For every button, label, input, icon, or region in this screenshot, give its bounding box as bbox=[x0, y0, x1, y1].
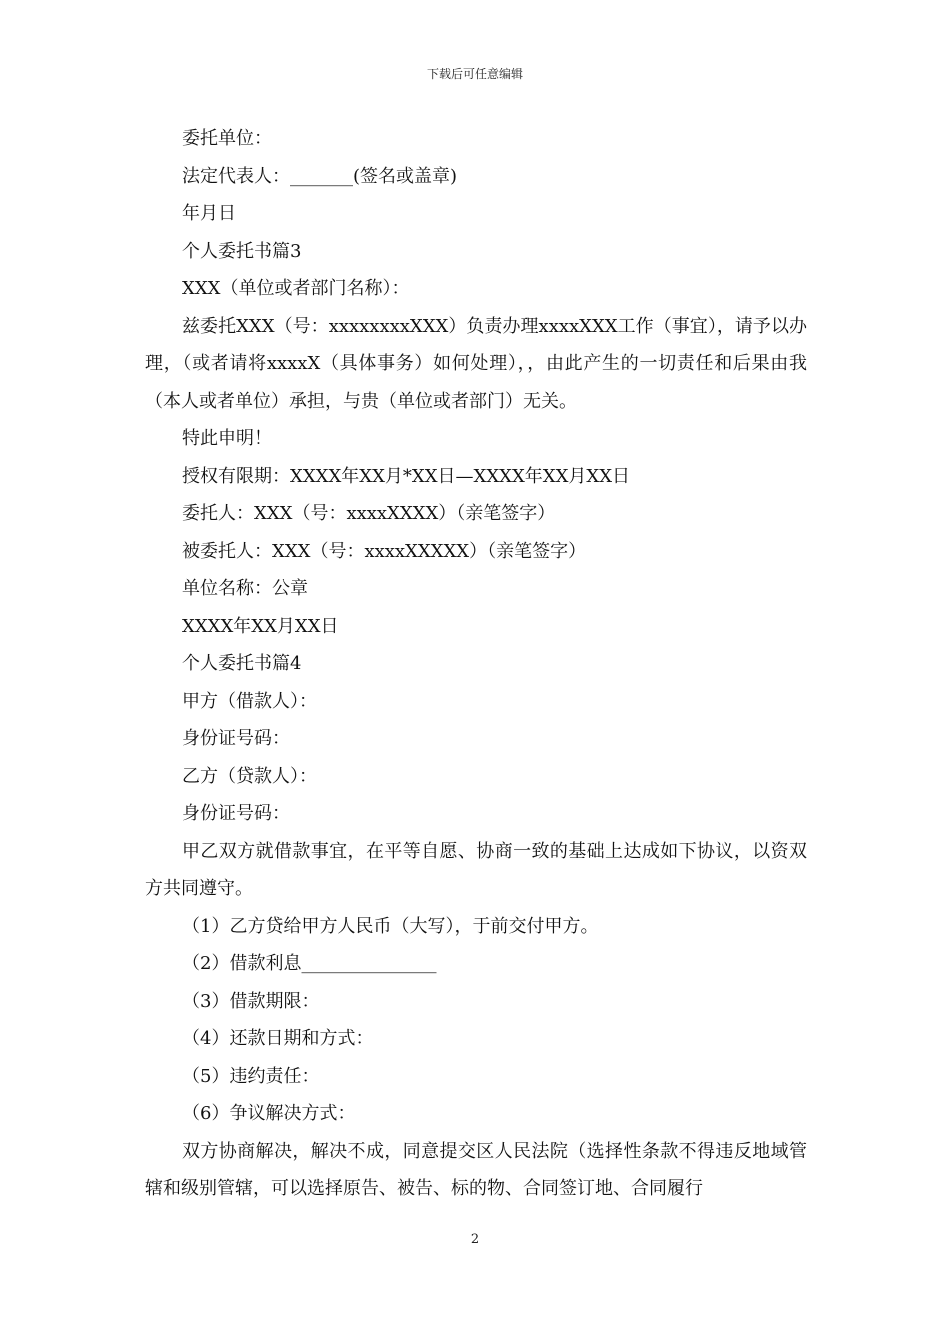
document-body bbox=[145, 120, 807, 1208]
section-title-4: 个人委托书篇4 bbox=[182, 653, 302, 674]
paragraph-dispute-resolution: 双方协商解决，解决不成，同意提交区人民法院（选择性条款不得违反地域管辖和级别管辖，可以选择原告、被告、标的物、合同签订地、合同履行 bbox=[145, 1140, 807, 1199]
page-header: 下载后可任意编辑 bbox=[426, 67, 523, 81]
text-line-authorization-period: 授权有限期：XXXX年XX月*XX日—XXXX年XX月XX日 bbox=[182, 465, 631, 487]
paragraph-entrustment: 兹委托XXX（号：xxxxxxxxXXX）负责办理xxxxXXX工作（事宜），请予以办理，（或者请将xxxxX（具体事务）如何处理），，由此产生的一切责任和后果由我（本人或者单位）承担，与贵（单位或者部门）无关。 bbox=[145, 315, 807, 412]
list-item-repayment: （4）还款日期和方式： bbox=[182, 1028, 374, 1049]
page-number: 2 bbox=[470, 1232, 480, 1247]
text-line-party-a: 甲方（借款人）： bbox=[182, 690, 317, 712]
list-item-interest: （2）借款利息_______________ bbox=[182, 953, 437, 974]
text-line-party-b-id: 身份证号码： bbox=[182, 803, 290, 824]
text-line-party-b: 乙方（贷款人）： bbox=[182, 765, 317, 787]
text-line-declaration: 特此申明！ bbox=[182, 428, 272, 449]
text-line-unit-name: 单位名称：公章 bbox=[182, 578, 308, 599]
text-line-sign-date: XXXX年XX月XX日 bbox=[182, 615, 339, 637]
list-item-loan-amount: （1）乙方贷给甲方人民币（大写），于前交付甲方。 bbox=[182, 915, 599, 937]
text-line-addressee: XXX（单位或者部门名称）： bbox=[182, 278, 410, 299]
text-line-agent: 被委托人：XXX（号：xxxxXXXXX）（亲笔签字） bbox=[182, 540, 587, 562]
text-line-entrusting-unit: 委托单位： bbox=[182, 128, 272, 149]
text-line-date: 年月日 bbox=[182, 203, 236, 224]
list-item-dispute: （6）争议解决方式： bbox=[182, 1103, 356, 1124]
text-line-principal: 委托人：XXX（号：xxxxXXXX）（亲笔签字） bbox=[182, 503, 556, 524]
text-line-party-a-id: 身份证号码： bbox=[182, 728, 290, 749]
text-line-legal-representative: 法定代表人：_______(签名或盖章) bbox=[182, 165, 458, 187]
section-title-3: 个人委托书篇3 bbox=[182, 240, 302, 262]
list-item-term: （3）借款期限： bbox=[182, 990, 320, 1012]
paragraph-agreement: 甲乙双方就借款事宜，在平等自愿、协商一致的基础上达成如下协议，以资双方共同遵守。 bbox=[145, 840, 807, 899]
list-item-liability: （5）违约责任： bbox=[182, 1065, 320, 1087]
